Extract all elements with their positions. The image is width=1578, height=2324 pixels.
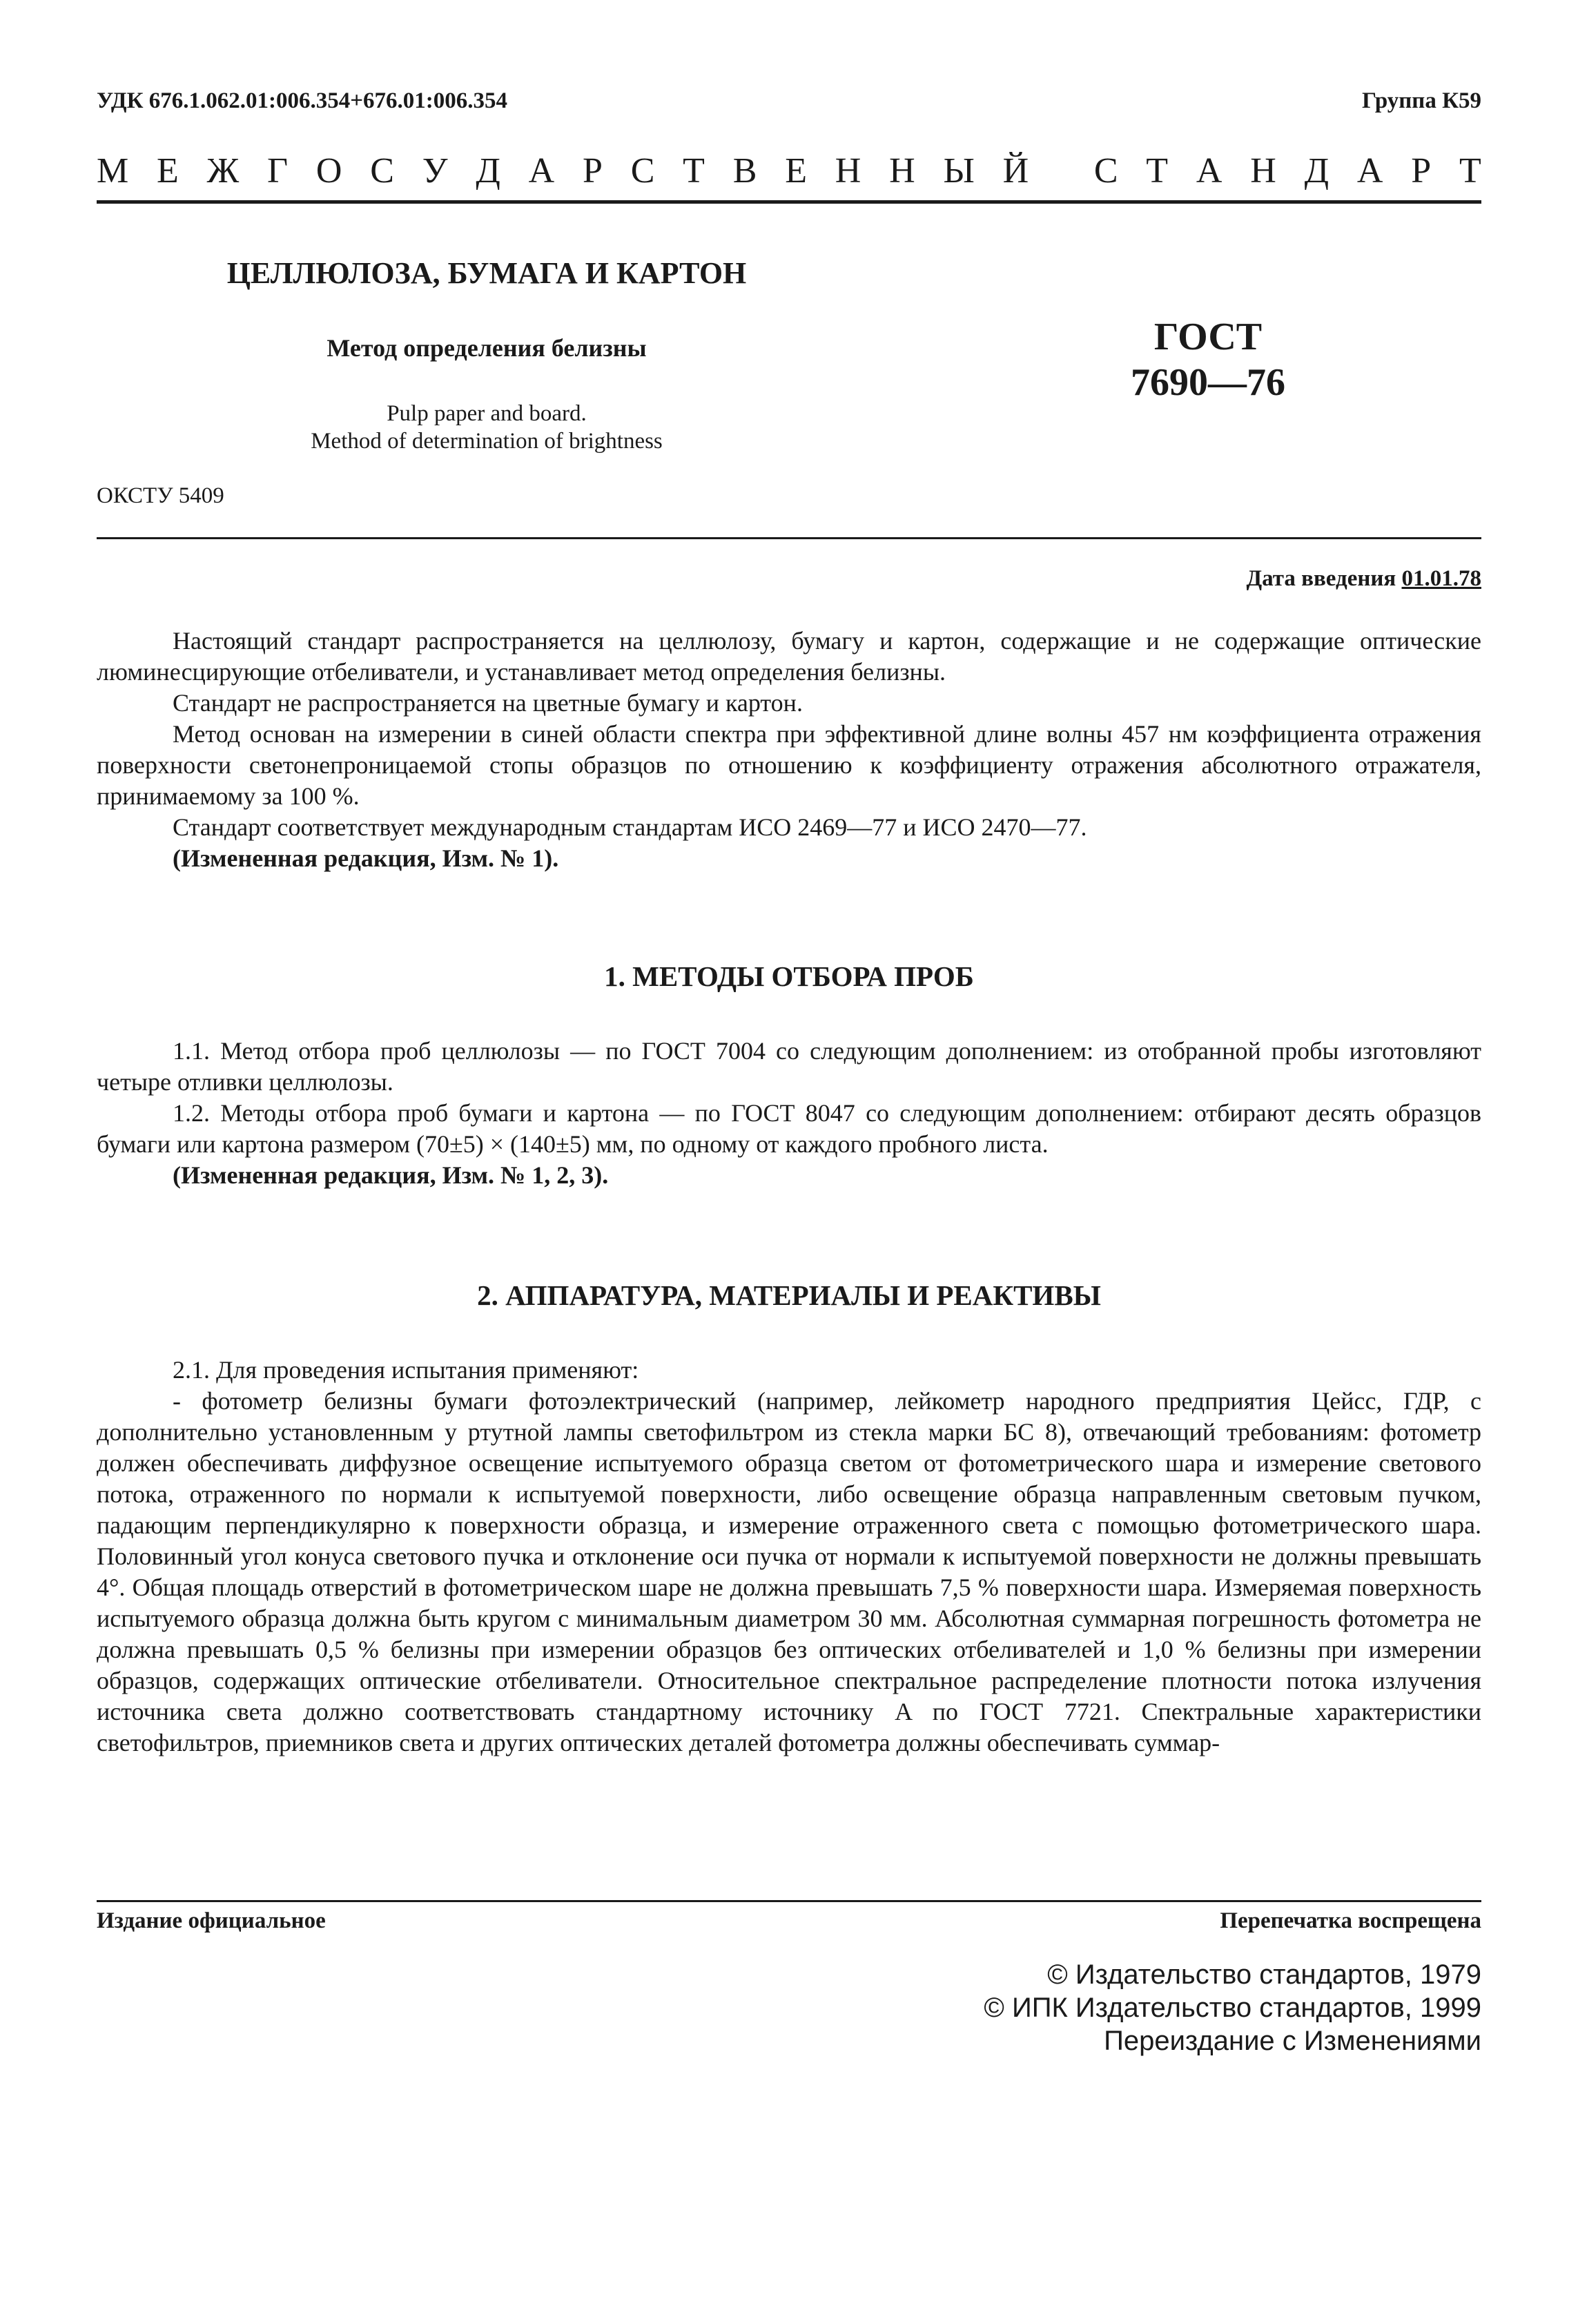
intro-paragraph: Стандарт не распространяется на цветные бумагу и картон.	[173, 689, 803, 717]
title-rule	[97, 537, 1481, 539]
introduction-date	[1246, 566, 1481, 592]
official-edition-note: Издание официальное	[97, 1908, 326, 1933]
heading-letter: Е	[157, 151, 179, 191]
english-title-line2: Method of determination of brightness	[311, 429, 663, 454]
heading-letter: Н	[889, 151, 915, 191]
heading-letter: Ж	[206, 151, 240, 191]
section-1-paragraph: 1.2. Методы отбора проб бумаги и картона — по ГОСТ 8047 со следующим дополнением: отбирают десять образцов бумаги или картона размером (70±5) × (140±5) мм, по одному от каждого пробного листа.	[97, 1099, 1481, 1158]
heading-letter: Д	[476, 151, 500, 191]
header-rule	[97, 200, 1481, 204]
footer-rule	[97, 1900, 1481, 1902]
gost-number: 7690—76	[1131, 361, 1285, 404]
gost-label: ГОСТ	[1153, 316, 1263, 358]
heading-letter: Ы	[943, 151, 975, 191]
section-1-title: 1. МЕТОДЫ ОТБОРА ПРОБ	[604, 960, 974, 992]
heading-letter: Р	[582, 151, 603, 191]
english-title	[97, 400, 877, 455]
heading-letter: У	[422, 151, 448, 191]
section-1-body	[97, 1036, 1481, 1191]
heading-letter: Й	[1002, 151, 1029, 191]
heading-letter: Г	[267, 151, 289, 191]
okstu-code: ОКСТУ 5409	[97, 483, 224, 508]
section-2-title: 2. АППАРАТУРА, МАТЕРИАЛЫ И РЕАКТИВЫ	[477, 1279, 1101, 1311]
heading-letter: С	[630, 151, 655, 191]
heading-letter: Р	[1411, 151, 1432, 191]
heading-letter: Е	[785, 151, 807, 191]
section-1-paragraph: 1.1. Метод отбора проб целлюлозы — по ГОСТ 7004 со следующим дополнением: из отобранной пробы изготовляют четыре отливки целлюлозы.	[97, 1037, 1481, 1096]
heading-letter: М	[97, 151, 129, 191]
section-2-paragraph: - фотометр белизны бумаги фотоэлектрический (например, лейкометр народного предприятия Цейсс, ГДР, с дополнительно установленным у ртутной лампы светофильтром из стекла марки БС 8), отвечающий требованиям: фотометр должен обеспечивать диффузное освещение испытуемого образца светом от фотометрического шара и измерение светового потока, отраженного по нормали к испытуемой поверхности, либо освещение образца направленным световым пучком, падающим перпендикулярно к поверхности образца, и измерение отраженного света с помощью фотометрического шара. Половинный угол конуса светового пучка и отклонение оси пучка от нормали к испытуемой поверхности не должны превышать 4°. Общая площадь отверстий в фотометрическом шаре не должна превышать 7,5 % поверхности шара. Измеряемая поверхность испытуемого образца должна быть кругом с минимальным диаметром 30 мм. Абсолютная суммарная погрешность фотометра не должна превышать 0,5 % белизны при измерении образцов без оптических отбеливателей и 1,0 % белизны при измерении образцов, содержащих оптические отбеливатели. Относительное спектральное распределение плотности потока излучения источника света должно соответствовать стандартному источнику A по ГОСТ 7721. Спектральные характеристики светофильтров, приемников света и других оптических деталей фотометра должны обеспечивать суммар-	[97, 1387, 1481, 1756]
heading-letter: А	[1196, 151, 1223, 191]
heading-letter: С	[370, 151, 394, 191]
intro-amendment-note: (Измененная редакция, Изм. № 1).	[173, 844, 559, 872]
heading-letter: Т	[1146, 151, 1169, 191]
introduction-date-label: Дата введения	[1246, 566, 1396, 591]
copyright-line-1999: © ИПК Издательство стандартов, 1999	[984, 1993, 1481, 2023]
section-2-paragraph: 2.1. Для проведения испытания применяют:	[173, 1356, 639, 1384]
reissue-note: Переиздание с Изменениями	[1104, 2026, 1481, 2056]
document-title: ЦЕЛЛЮЛОЗА, БУМАГА И КАРТОН	[226, 256, 747, 290]
title-block	[97, 255, 877, 455]
section-1-amendment-note: (Измененная редакция, Изм. № 1, 2, 3).	[173, 1161, 609, 1189]
standard-type-heading	[97, 151, 1481, 191]
intro-paragraph: Настоящий стандарт распространяется на целлюлозу, бумагу и картон, содержащие и не содержащие оптические люминесцирующие отбеливатели, и устанавливает метод определения белизны.	[97, 627, 1481, 686]
heading-letter: Н	[1250, 151, 1276, 191]
heading-letter: С	[1093, 151, 1118, 191]
group-code: Группа К59	[1361, 88, 1481, 113]
gost-designation	[1077, 314, 1339, 405]
heading-letter: Н	[835, 151, 861, 191]
copyright-line-1979: © Издательство стандартов, 1979	[1047, 1959, 1481, 1990]
heading-letter: Т	[1459, 151, 1481, 191]
heading-letter: В	[732, 151, 757, 191]
reprint-prohibited-note: Перепечатка воспрещена	[1220, 1908, 1481, 1933]
english-title-line1: Pulp paper and board.	[387, 401, 587, 426]
heading-letter: О	[315, 151, 342, 191]
intro-paragraph: Стандарт соответствует международным стандартам ИСО 2469—77 и ИСО 2470—77.	[173, 813, 1087, 841]
heading-letter: Д	[1304, 151, 1329, 191]
udk-code: УДК 676.1.062.01:006.354+676.01:006.354	[97, 88, 508, 113]
heading-letter: А	[528, 151, 555, 191]
intro-section	[97, 626, 1481, 874]
heading-gap	[1057, 151, 1066, 191]
document-subtitle: Метод определения белизны	[327, 334, 647, 362]
heading-letter: Т	[683, 151, 705, 191]
copyright-block	[984, 1958, 1481, 2057]
heading-letter: А	[1356, 151, 1383, 191]
intro-paragraph: Метод основан на измерении в синей области спектра при эффективной длине волны 457 нм коэффициента отражения поверхности светонепроницаемой стопы образцов по отношению к коэффициенту отражения абсолютного отражателя, принимаемому за 100 %.	[97, 720, 1481, 810]
section-2-body	[97, 1355, 1481, 1759]
introduction-date-value: 01.01.78	[1401, 566, 1481, 591]
